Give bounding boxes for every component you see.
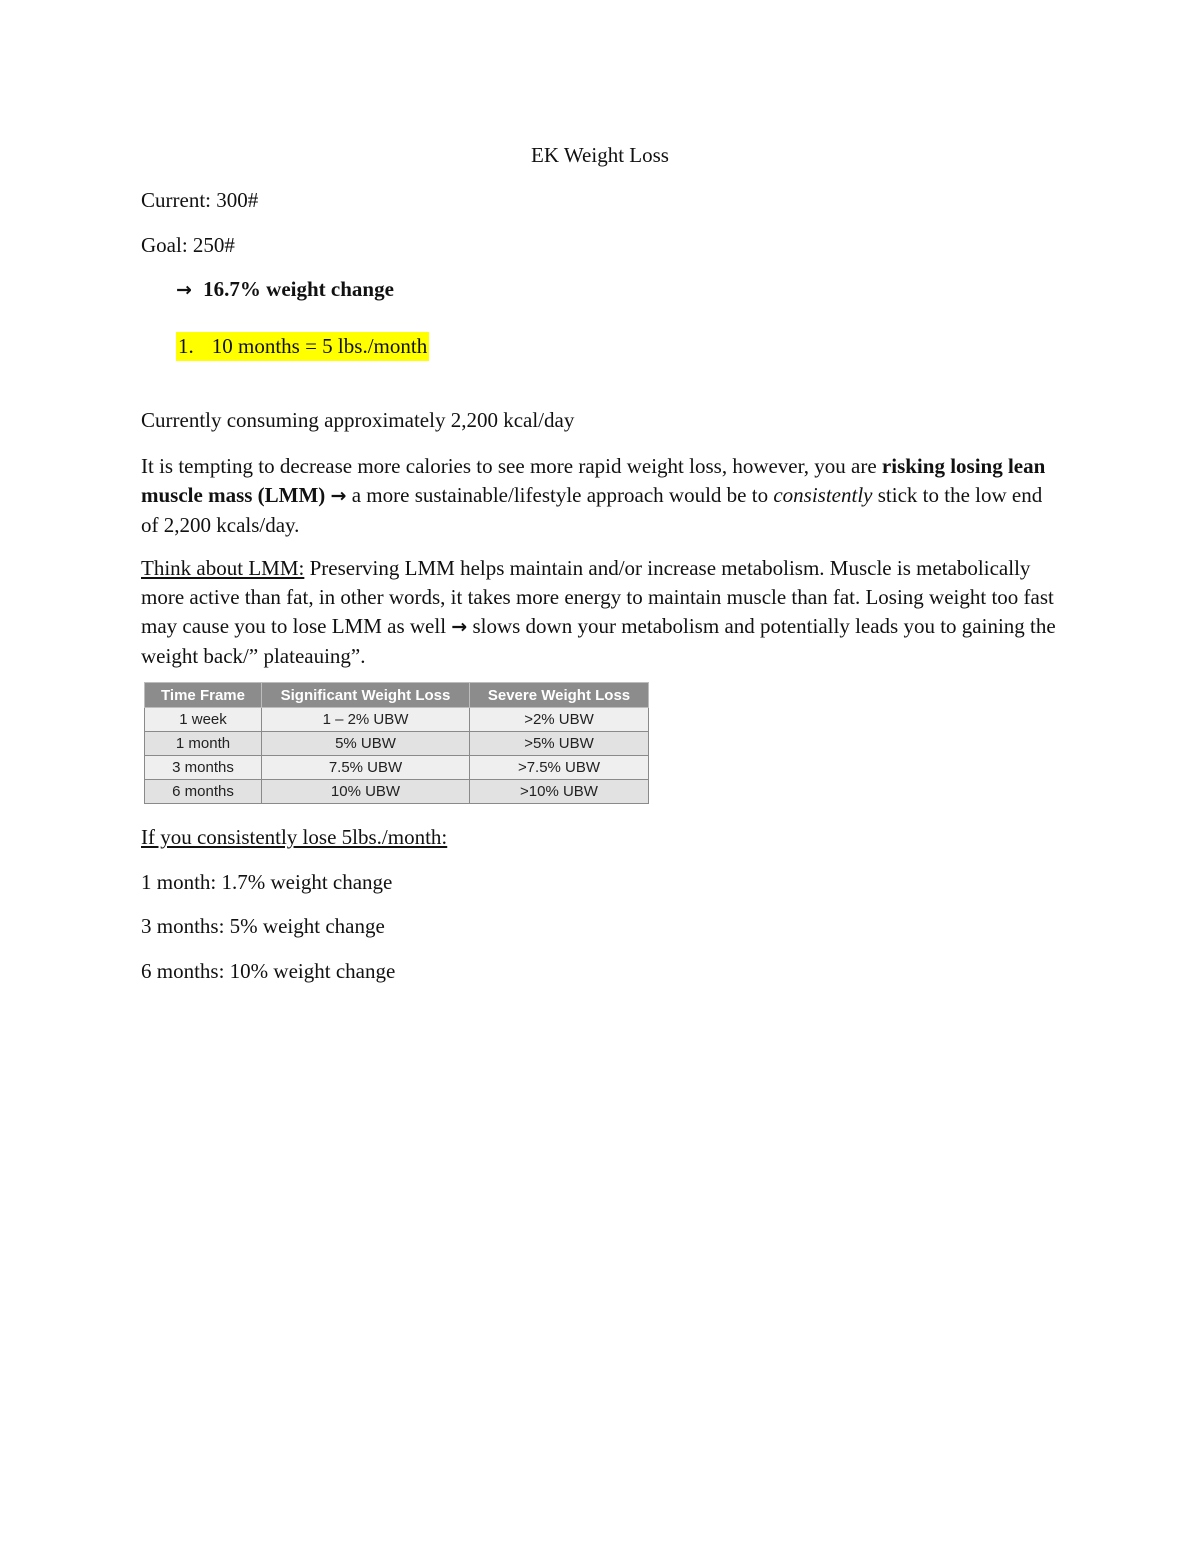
table-header: Significant Weight Loss [262,683,470,708]
table-header-row [145,683,649,708]
result-line: 1 month: 1.7% weight change [141,870,393,894]
think-heading: Think about LMM: [141,556,305,580]
plan-highlight [176,332,429,361]
table-row [145,708,649,732]
lmm-think-paragraph [141,554,1061,671]
table-row [145,732,649,756]
result-line: 6 months: 10% weight change [141,959,396,983]
risk-text-a: It is tempting to decrease more calories to see more rapid weight loss, however, you are [141,454,882,478]
plan-list-item [176,334,429,359]
goal-weight: Goal: 250# [141,233,235,257]
weight-loss-table [144,682,649,804]
table-cell: >7.5% UBW [470,756,649,780]
table-cell: >10% UBW [470,780,649,804]
risk-text-e: stick to the low end of 2,200 kcals/day. [141,483,1043,537]
table-row [145,756,649,780]
think-text-a: Preserving LMM helps maintain and/or increase metabolism. Muscle is metabolically more active than fat, in other words, it takes more energy to maintain muscle than fat. Losing weight too fast may cause you to lose LMM as well [141,556,1054,638]
arrow-right-icon: → [451,616,468,638]
table-cell: 5% UBW [262,732,470,756]
table-cell: 7.5% UBW [262,756,470,780]
table-cell: 1 month [145,732,262,756]
risk-text-c: a more sustainable/lifestyle approach would be to [346,483,774,507]
table-header: Time Frame [145,683,262,708]
weight-change-text: 16.7% weight change [203,277,394,301]
table-cell: 10% UBW [262,780,470,804]
current-weight: Current: 300# [141,188,259,212]
table-cell: >5% UBW [470,732,649,756]
risk-italic-text: consistently [773,483,873,507]
result-line: 3 months: 5% weight change [141,914,385,938]
table-cell: 1 – 2% UBW [262,708,470,732]
table-cell: 1 week [145,708,262,732]
think-text-b: slows down your metabolism and potentially leads you to gaining the weight back/” plateauing”. [141,614,1056,668]
consistent-heading: If you consistently lose 5lbs./month: [141,825,448,849]
risk-bold-text: risking losing lean muscle mass (LMM) [141,454,1046,507]
plan-number: 1. [178,334,194,358]
document-title: EK Weight Loss [531,143,669,167]
table-cell: 6 months [145,780,262,804]
table-row [145,780,649,804]
weight-change-line [176,277,394,302]
lmm-risk-paragraph [141,452,1061,540]
arrow-right-icon: → [176,279,192,301]
arrow-right-icon: → [330,485,347,507]
consumption-text: Currently consuming approximately 2,200 kcal/day [141,408,575,432]
table-header: Severe Weight Loss [470,683,649,708]
table-cell: >2% UBW [470,708,649,732]
table-cell: 3 months [145,756,262,780]
plan-text: 10 months = 5 lbs./month [211,334,428,358]
